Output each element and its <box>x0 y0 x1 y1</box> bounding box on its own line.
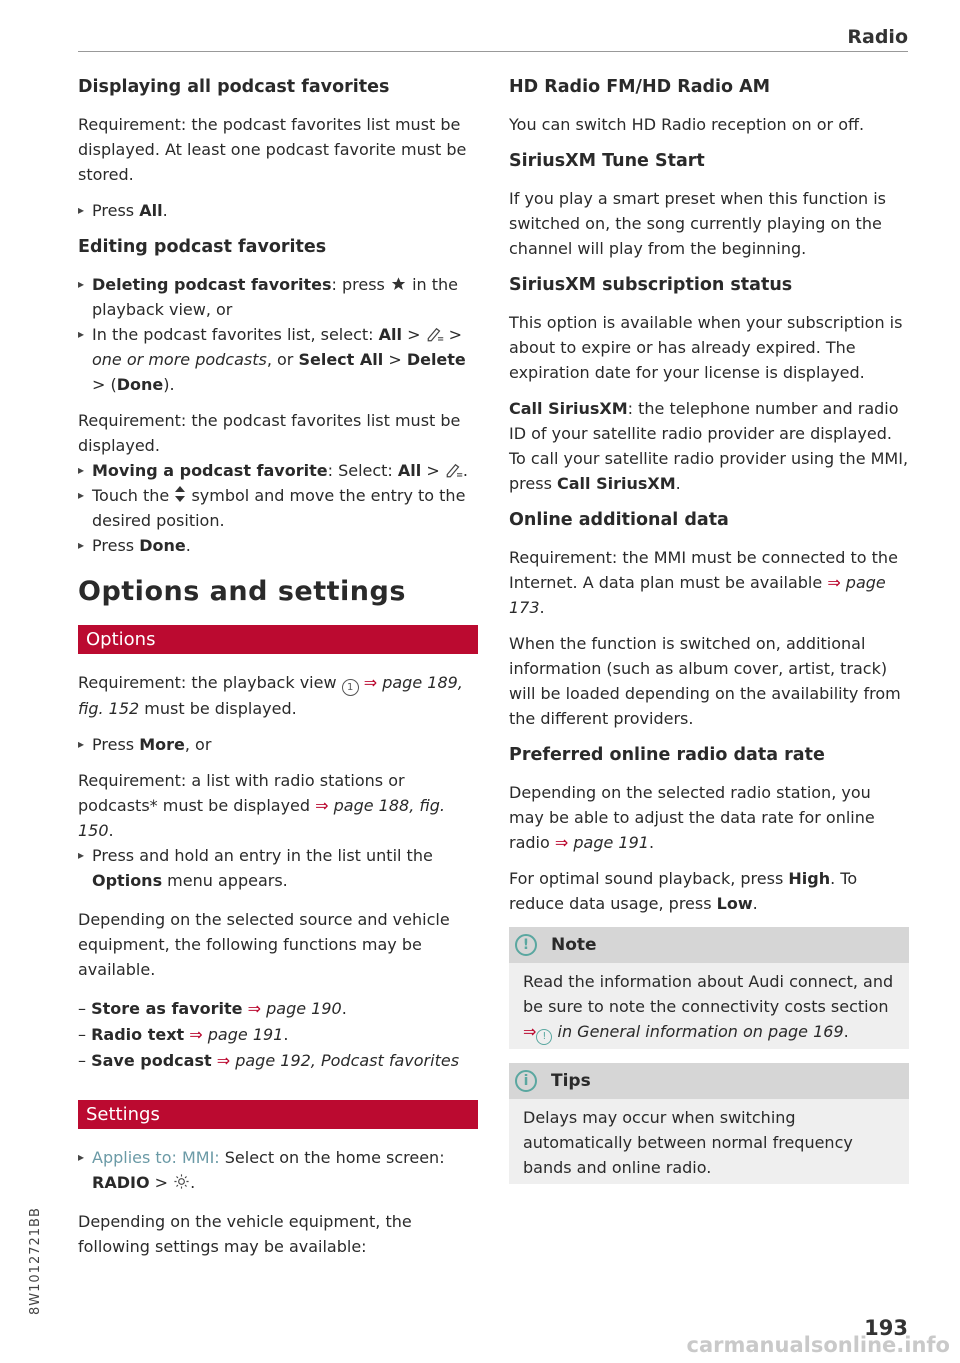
requirement-span: Requirement: the podcast favorites list must be displayed. At least one podcast favorite must be stored. <box>78 115 467 184</box>
right-column <box>509 74 909 1198</box>
steps-list <box>78 458 478 558</box>
applies-to-label: Applies to: MMI: <box>92 1148 220 1167</box>
step-text: Press <box>92 201 140 220</box>
step-text: > <box>383 350 407 369</box>
info-icon: i <box>515 1070 537 1092</box>
page-number: 193 <box>864 1316 908 1340</box>
requirement-span: Requirement: a list with radio stations or podcasts* must be displayed <box>78 771 405 815</box>
requirement-text <box>78 768 478 843</box>
step-text: Touch the <box>92 486 175 505</box>
requirement-span: Requirement: the playback view <box>78 673 342 692</box>
note-icon: ! <box>515 934 537 956</box>
page-ref[interactable]: page 192, Podcast favorites <box>230 1051 460 1070</box>
step-text: Press <box>92 735 140 754</box>
body-span: . <box>648 833 655 852</box>
step-bold: Deleting podcast favorites <box>92 275 332 294</box>
function-list <box>78 996 478 1074</box>
note-label: Note <box>551 935 597 955</box>
steps-list <box>78 1145 478 1195</box>
page-header-title: Radio <box>847 26 908 48</box>
item-text: . <box>283 1025 289 1044</box>
section-title-hd-radio: HD Radio FM/HD Radio AM <box>509 77 771 97</box>
requirement-span: Requirement: the podcast favorites list must be displayed. <box>78 411 461 455</box>
document-code: 8W1012721BB <box>28 1207 43 1315</box>
low-label: Low <box>716 894 753 913</box>
tips-header <box>509 1063 909 1099</box>
watermark: carmanualsonline.info <box>686 1333 950 1357</box>
ref-arrow: ⇒ <box>315 796 329 815</box>
requirement-text <box>78 408 478 458</box>
step-text: > <box>421 461 445 480</box>
note-text: Read the information about Audi connect, and be sure to note the connectivity costs section <box>523 972 894 1016</box>
body-text: You can switch HD Radio reception on or off. <box>509 115 865 134</box>
settings-section-bar: Settings <box>78 1100 478 1129</box>
tips-body: Delays may occur when switching automatically between normal frequency bands and online radio. <box>523 1107 853 1177</box>
steps-list <box>78 198 478 223</box>
step-text: > ( <box>92 375 117 394</box>
all-label: All <box>378 325 402 344</box>
ref-arrow: ⇒ <box>523 1022 537 1041</box>
step-text: menu appears. <box>162 871 288 890</box>
list-item: – Radio text ⇒ page 191. <box>78 1025 289 1044</box>
body-span: For optimal sound playback, press <box>509 869 789 888</box>
header-divider <box>78 51 908 52</box>
all-label: All <box>139 201 163 220</box>
note-text: . <box>843 1022 849 1041</box>
step-text: > <box>149 1173 174 1192</box>
step-item <box>78 1145 478 1195</box>
list-item: – Store as favorite ⇒ page 190. <box>78 999 347 1018</box>
body-span: . <box>752 894 758 913</box>
body-span: . To reduce data usage, press <box>509 869 858 913</box>
item-bold: Radio text <box>91 1025 185 1044</box>
step-text: , or <box>184 735 212 754</box>
steps-list <box>78 272 478 397</box>
move-arrows-icon <box>174 485 186 503</box>
section-title-displaying-favorites: Displaying all podcast favorites <box>78 77 390 97</box>
radio-label: RADIO <box>92 1173 150 1192</box>
page-ref[interactable]: page 191 <box>202 1025 284 1044</box>
step-text: Press and hold an entry in the list until the <box>92 846 433 865</box>
step-text: Select on the home screen: <box>219 1148 445 1167</box>
step-italic: one or more podcasts <box>92 350 267 369</box>
requirement-text <box>509 545 909 620</box>
item-bold: Store as favorite <box>91 999 243 1018</box>
done-label: Done <box>116 375 164 394</box>
step-item: ▸ Press All. <box>78 198 478 223</box>
requirement-span: . <box>108 821 114 840</box>
star-icon <box>390 276 407 292</box>
body-text <box>509 780 909 855</box>
step-item <box>78 843 478 893</box>
requirement-span: Requirement: the MMI must be connected to the Internet. A data plan must be available <box>509 548 898 592</box>
left-column <box>78 74 478 1270</box>
step-bold: Moving a podcast favorite <box>92 461 328 480</box>
body-span: : the telephone number and radio ID of your satellite radio provider are displayed. To call your satellite radio provider using the MMI, press <box>509 399 909 493</box>
section-title-subscription-status: SiriusXM subscription status <box>509 275 793 295</box>
more-label: More <box>139 735 185 754</box>
done-label: Done <box>139 536 186 555</box>
ref-arrow: ⇒ <box>247 999 262 1018</box>
options-section-bar: Options <box>78 625 478 654</box>
edit-list-icon <box>426 326 444 342</box>
callout-number-icon: 1 <box>342 679 359 696</box>
page-ref[interactable]: in General information on page 169 <box>552 1022 844 1041</box>
page-ref[interactable]: page 190 <box>261 999 342 1018</box>
section-title-data-rate: Preferred online radio data rate <box>509 745 825 765</box>
step-item <box>78 322 478 397</box>
body-text: If you play a smart preset when this function is switched on, the song currently playing on the channel will play from the beginning. <box>509 189 887 258</box>
note-body <box>509 963 909 1049</box>
step-item <box>78 458 478 483</box>
select-all-label: Select All <box>298 350 384 369</box>
step-text: : press <box>331 275 390 294</box>
body-text <box>509 396 909 496</box>
section-title-editing-favorites: Editing podcast favorites <box>78 237 327 257</box>
call-siriusxm-label: Call SiriusXM <box>509 399 628 418</box>
body-text <box>509 866 909 916</box>
body-text: When the function is switched on, additional information (such as album cover, artist, track) will be loaded depending on the availability from the different providers. <box>509 634 901 728</box>
section-title-online-data: Online additional data <box>509 510 729 530</box>
ref-arrow: ⇒ <box>189 1025 203 1044</box>
ref-arrow: ⇒ <box>216 1051 231 1070</box>
list-item: – Save podcast ⇒ page 192, Podcast favorites <box>78 1051 460 1070</box>
step-text: In the podcast favorites list, select: <box>92 325 379 344</box>
requirement-text <box>78 112 478 187</box>
step-text: . <box>462 461 468 480</box>
call-siriusxm-label: Call SiriusXM <box>556 474 676 493</box>
body-span: . <box>675 474 681 493</box>
requirement-span: must be displayed. <box>139 699 297 718</box>
requirement-span: . <box>539 598 545 617</box>
chapter-title: Options and settings <box>78 576 406 607</box>
high-label: High <box>788 869 831 888</box>
step-text: Press <box>92 536 140 555</box>
item-bold: Save podcast <box>91 1051 212 1070</box>
ref-arrow: ⇒ <box>827 573 841 592</box>
tips-box <box>509 1063 909 1184</box>
step-item <box>78 272 478 322</box>
step-item <box>78 483 478 533</box>
step-text: , or <box>266 350 299 369</box>
note-header <box>509 927 909 963</box>
step-text: in the playback view, or <box>92 275 458 319</box>
step-item <box>78 533 478 558</box>
item-text: . <box>341 999 347 1018</box>
step-text: > <box>402 325 426 344</box>
page-ref[interactable]: page 188, fig. 150 <box>78 796 445 840</box>
steps-list <box>78 843 478 893</box>
step-text: > <box>443 325 463 344</box>
step-item <box>78 732 478 757</box>
body-text: Depending on the selected source and vehicle equipment, the following functions may be available. <box>78 910 450 979</box>
step-text: . <box>190 1173 196 1192</box>
gear-icon <box>173 1173 190 1190</box>
steps-list <box>78 732 478 757</box>
step-text: ). <box>163 375 175 394</box>
step-text: symbol and move the entry to the desired position. <box>92 486 466 530</box>
page-ref[interactable]: page 189, fig. 152 <box>78 673 463 718</box>
delete-label: Delete <box>406 350 466 369</box>
options-label: Options <box>92 871 163 890</box>
step-text: . <box>185 536 191 555</box>
body-span: Depending on the selected radio station, you may be able to adjust the data rate for online radio <box>509 783 875 852</box>
body-text: Depending on the vehicle equipment, the following settings may be available: <box>78 1212 412 1256</box>
body-text: This option is available when your subscription is about to expire or has already expired. The expiration date for your license is displayed. <box>509 313 903 382</box>
note-box <box>509 927 909 1049</box>
page-ref[interactable]: page 191 <box>568 833 649 852</box>
page-ref[interactable]: page 173 <box>509 573 886 617</box>
step-text: : Select: <box>327 461 398 480</box>
all-label: All <box>397 461 422 480</box>
requirement-text <box>78 670 478 721</box>
section-title-tune-start: SiriusXM Tune Start <box>509 151 705 171</box>
tips-label: Tips <box>551 1070 591 1091</box>
ref-arrow: ⇒ <box>358 673 383 692</box>
edit-list-icon <box>445 462 463 478</box>
ref-arrow: ⇒ <box>554 833 569 852</box>
note-ref-icon: ! <box>536 1029 552 1045</box>
